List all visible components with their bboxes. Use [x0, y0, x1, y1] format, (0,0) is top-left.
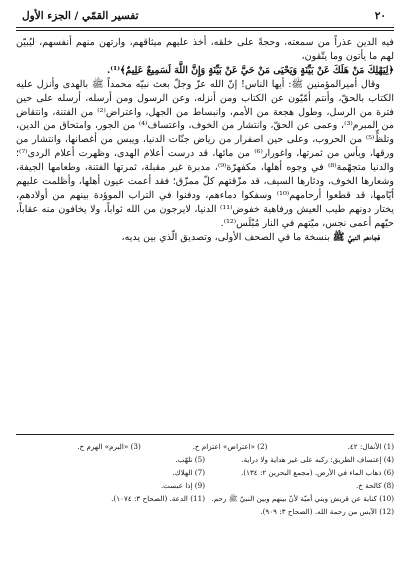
paragraph-3-text: بنسخة ما في الصحف الأولى، وتصديق الّذي بين يديه،	[121, 231, 333, 243]
page-header	[16, 8, 394, 24]
paragraph-3	[16, 231, 394, 245]
footnote: (9) إذا عبست.	[160, 481, 205, 491]
footnote-row	[16, 453, 394, 466]
footnote: (12) الآيس من رحمة الله. (الصحاح ٣: ٩٠٩).	[260, 507, 394, 517]
paragraph-2: وقال أميرالمؤمنين ﷺ: أيها الناس! إنّ الله عزّ وجلّ بعث نبيّه محمداً ﷺ بالهدى وأنزل عليه الكتاب بالحقّ، وأنتم أمّيّون عن الكتاب ومن أنزله، وعن الرسول ومن أرسله، أرسله على حين فترة من الرسل، وطول هجعة من الأمم، وانبساط من الجهل، واعتراض⁽²⁾ من الفتنة، وانتقاض من المبرم⁽³⁾، وعمى عن الحقّ، وانتشار من الخوف، واعتساف⁽⁴⁾ من الجور، وامتحاق من الدين، وتلظٍّ⁽⁵⁾ من الحروب، وعلى حين اصفرار من رياض جنّات الدنيا، ويبس من أغصانها، وانتشار من ورقها، ويأس من ثمرتها، واغورار⁽⁶⁾ من مائها، قد درست أعلام الهدى، وظهرت أعلام الردى⁽⁷⁾؛ والدنيا متجهّمة⁽⁸⁾ في وجوه أهلها، مكفهرّة⁽⁹⁾، مدبرة غير مقبلة، ثمرتها الفتنة، وطعامها الجيفة، وشعارها الخوف، ودثارها السيف، قد مزّقتهم كلّ ممزّق؛ فقد أعمت عيون أهلها، وأظلمت عليهم أيّامها، قد قطعوا أرحامهم⁽¹⁰⁾ وسفكوا دماءهم، ودفنوا في التراب الموؤدة بينهم من أولادهم، يختار دونهم طيب العيش ورفاهية خفوض⁽¹¹⁾ الدنيا، لايرجون من الله ثواباً، ولا يخافون منه عقاباً، حيّهم أعمى نجس، ميّتهم في النار مُبْلَس⁽¹²⁾.	[16, 78, 395, 229]
paragraph-3-lead: فجاءهم النبيّ ﷺ	[332, 231, 380, 243]
footnote-row	[16, 466, 394, 479]
footnote: (2) «اعتراض» اعتزام خ.	[192, 442, 268, 451]
footnote: (5) تلهّب.	[175, 455, 205, 465]
footnote-row	[16, 505, 394, 518]
paragraph-1: فيه الدين عذراً من سمعته، وحجةً على خلقه، أخذ عليهم ميثاقهم، وارتهن منهم أنفسهم، ليُبيّن لهم ما يأتون وما يتّقون،	[16, 37, 394, 62]
quran-verse: ﴿لِيَهْلِكَ مَنْ هَلَكَ عَنْ بَيِّنَةٍ وَيَحْيَى مَنْ حَيَّ عَنْ بَيِّنَةٍ وَإِنَّ اللَّهَ لَسَمِيعٌ عَلِيمٌ﴾⁽¹⁾.	[107, 64, 394, 76]
footnote-divider	[16, 434, 394, 435]
header-divider	[16, 27, 394, 31]
page-number: ٢٠	[374, 10, 386, 22]
footnote: (4) إعتساف الطريق: ركبه على غير هداية ولا دراية.	[241, 455, 394, 465]
footnote: (3) «البرم» الهرم خ.	[77, 442, 141, 451]
footnote-row	[16, 440, 394, 453]
footnotes	[16, 440, 394, 519]
footnote: (11) الدعة. (الصحاح ٣: ١٠٧٤).	[111, 494, 205, 504]
footnote: (8) كالحة خ.	[356, 481, 394, 491]
footnote: (7) الهلاك.	[172, 468, 205, 478]
footnote: (1) الأنفال: ٤٢.	[347, 442, 394, 451]
running-title: تفسير القمّي / الجزء الأول	[22, 10, 139, 22]
document-page	[16, 8, 394, 578]
footnote-row	[16, 492, 394, 505]
footnote: (10) كناية عن قريش وبني أميّة لأنّ بينهم وبين النبيّ ﷺ رحم.	[211, 494, 394, 504]
footnote: (6) ذهاب الماء في الأرض. (مجمع البحرين ٢: ١٣٤).	[240, 468, 394, 478]
footnote-row	[16, 479, 394, 492]
main-text	[16, 36, 394, 245]
